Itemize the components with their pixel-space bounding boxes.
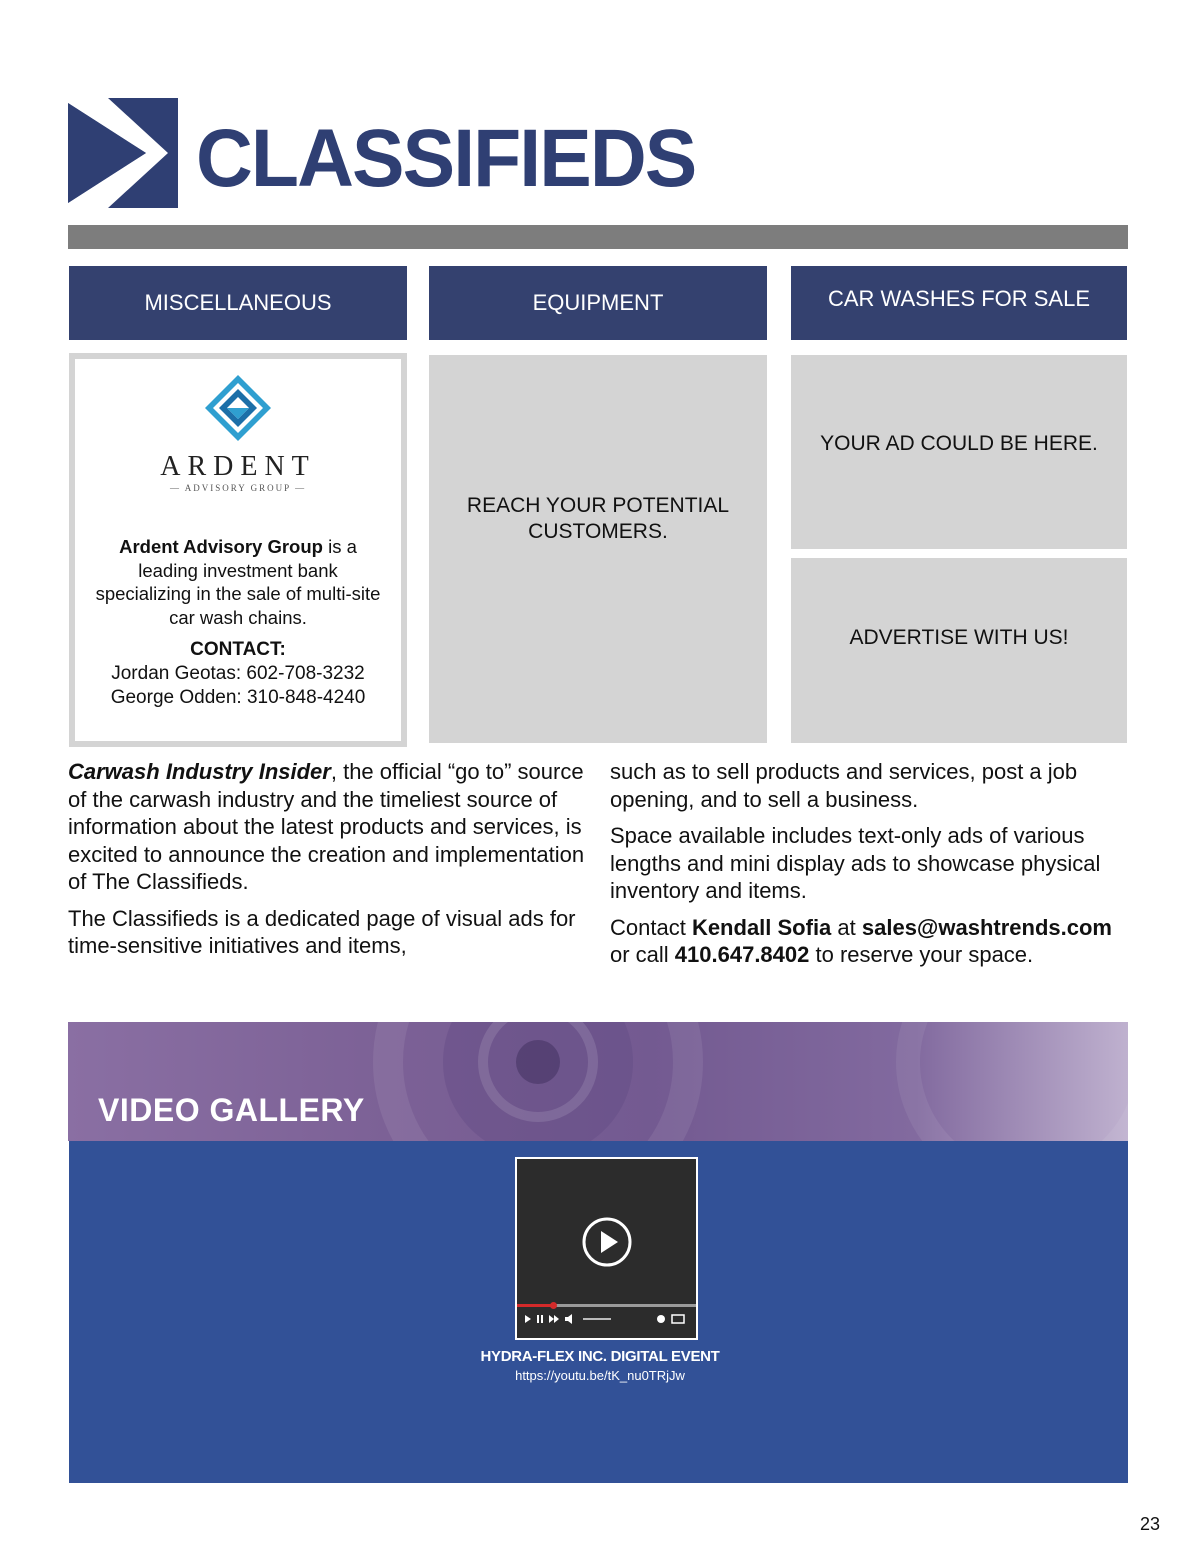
header-divider — [68, 225, 1128, 249]
video-thumbnail[interactable] — [515, 1157, 698, 1340]
contact-name: Kendall Sofia — [691, 914, 832, 940]
body-paragraph: The Classifieds is a dedicated page of visual ads for time-sensitive initiatives and items, — [68, 905, 576, 958]
publication-name: Carwash Industry Insider — [68, 759, 331, 784]
settings-gear-icon — [657, 1315, 665, 1323]
video-link[interactable]: https://youtu.be/tK_nu0TRjJw — [515, 1368, 685, 1383]
contact-email[interactable]: sales@washtrends.com — [861, 914, 1112, 940]
contact-line: George Odden: 310-848-4240 — [110, 687, 366, 708]
body-paragraph: such as to sell products and services, post a job opening, and to sell a business. — [610, 759, 1078, 812]
video-gallery-title: VIDEO GALLERY — [98, 1092, 365, 1128]
car-wash-ad-placeholder[interactable] — [791, 355, 1127, 549]
ad-placeholder-text: ADVERTISE WITH US! — [849, 625, 1069, 649]
ardent-logo-subtitle: — ADVISORY GROUP — — [169, 483, 307, 493]
ad-placeholder-text: YOUR AD COULD BE HERE. — [820, 432, 1098, 455]
column-header-equipment — [429, 266, 767, 340]
contact-label: CONTACT: — [190, 639, 286, 660]
contact-phone[interactable]: 410.647.8402 — [674, 942, 810, 967]
ad-placeholder-text: REACH YOUR POTENTIAL CUSTOMERS. — [466, 494, 730, 543]
next-icon — [549, 1315, 554, 1323]
video-caption: HYDRA-FLEX INC. DIGITAL EVENT — [480, 1348, 720, 1365]
ardent-logo-wordmark: ARDENT — [160, 451, 316, 482]
ardent-description: Ardent Advisory Group is a leading investment bank specializing in the sale of multi-site car wash chains. — [95, 536, 381, 628]
chevron-logo-icon — [68, 98, 178, 208]
car-wash-ad-placeholder[interactable] — [791, 558, 1127, 743]
page-number: 23 — [1140, 1514, 1161, 1534]
column-header-label: MISCELLANEOUS — [144, 290, 332, 315]
equipment-ad-placeholder[interactable] — [429, 355, 767, 743]
ardent-advertisement[interactable] — [69, 353, 407, 747]
body-text-right — [610, 758, 1130, 978]
column-header-miscellaneous — [69, 266, 407, 340]
video-controls-bar — [525, 1313, 688, 1325]
column-header-car-washes — [791, 266, 1127, 340]
video-player-frame — [517, 1159, 696, 1338]
column-header-label: CAR WASHES FOR SALE — [827, 286, 1090, 311]
video-progress-fill — [517, 1304, 553, 1307]
body-text-left — [68, 758, 588, 969]
video-progress-knob[interactable] — [550, 1302, 557, 1309]
play-icon[interactable] — [581, 1216, 633, 1268]
page-title: CLASSIFIEDS — [196, 113, 696, 204]
play-small-icon — [525, 1315, 531, 1323]
fullscreen-icon — [672, 1315, 684, 1323]
contact-paragraph: Contact Kendall Sofia at sales@washtrends.com or call 410.647.8402 to reserve your space. — [610, 914, 1112, 967]
body-paragraph: Space available includes text-only ads of various lengths and mini display ads to showcase physical inventory and items. — [610, 823, 1101, 903]
ardent-diamond-logo-icon — [203, 373, 273, 443]
intro-paragraph: Carwash Industry Insider, the official “go to” source of the carwash industry and the timeliest source of information about the latest products and services, is excited to announce the creation and implementation of The Classifieds. — [68, 759, 585, 894]
column-header-label: EQUIPMENT — [532, 290, 664, 315]
ardent-company-name: Ardent Advisory Group — [119, 536, 323, 557]
volume-icon — [565, 1317, 568, 1321]
video-gallery-banner — [68, 1022, 1128, 1141]
contact-line: Jordan Geotas: 602-708-3232 — [111, 663, 365, 684]
